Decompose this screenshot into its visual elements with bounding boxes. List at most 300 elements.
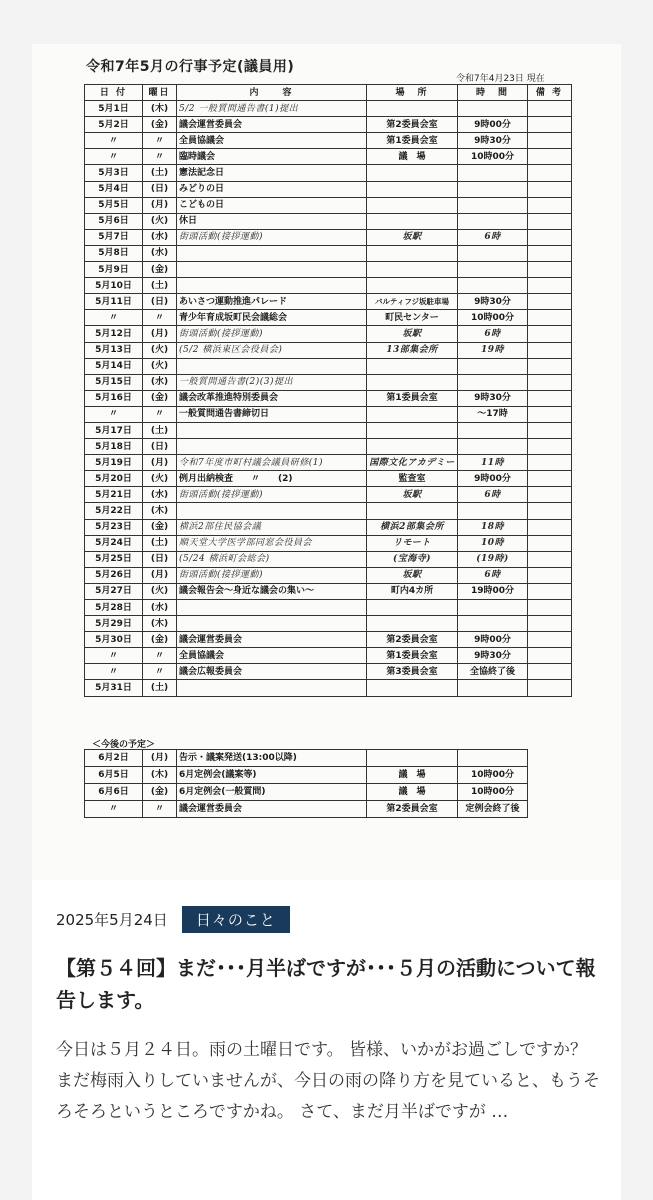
cell-content <box>177 422 367 438</box>
cell-place <box>367 278 458 294</box>
cell-time: 9時30分 <box>458 294 528 310</box>
table-row <box>85 801 528 818</box>
cell-date: 5月8日 <box>85 245 143 261</box>
cell-note <box>528 406 572 422</box>
table-row <box>85 583 572 599</box>
cell-place <box>367 245 458 261</box>
cell-place: リモート <box>367 535 458 551</box>
cell-time <box>458 245 528 261</box>
cell-note <box>528 310 572 326</box>
cell-date: 5月23日 <box>85 519 143 535</box>
cell-day: (金) <box>143 632 177 648</box>
cell-time <box>458 422 528 438</box>
cell-day: (水) <box>143 600 177 616</box>
cell-content: 全員協議会 <box>177 648 367 664</box>
cell-note <box>528 358 572 374</box>
cell-place <box>367 422 458 438</box>
table-row <box>85 471 572 487</box>
cell-date: 5月21日 <box>85 487 143 503</box>
table-row <box>85 503 572 519</box>
cell-date: 5月2日 <box>85 117 143 133</box>
cell-content: 街頭活動(接拶運動) <box>177 567 367 583</box>
cell-place: 坂駅 <box>367 326 458 342</box>
cell-note <box>528 245 572 261</box>
cell-time <box>458 750 528 767</box>
table-row <box>85 648 572 664</box>
cell-content: 街頭活動(接拶運動) <box>177 487 367 503</box>
cell-content: みどりの日 <box>177 181 367 197</box>
cell-place: 第1委員会室 <box>367 390 458 406</box>
cell-date: 5月13日 <box>85 342 143 358</box>
cell-date: 5月31日 <box>85 680 143 696</box>
cell-time <box>458 165 528 181</box>
cell-day: (水) <box>143 487 177 503</box>
cell-place: 横浜2部集会所 <box>367 519 458 535</box>
cell-time: 6時 <box>458 487 528 503</box>
post-card[interactable] <box>32 44 621 1200</box>
cell-day: (金) <box>143 262 177 278</box>
cell-date: 〃 <box>85 149 143 165</box>
cell-place <box>367 358 458 374</box>
cell-time: 9時30分 <box>458 133 528 149</box>
cell-place: (宝海寺) <box>367 551 458 567</box>
table-row <box>85 342 572 358</box>
cell-content: 一般質問通告書(2)(3)提出 <box>177 374 367 390</box>
document-as-of-date: 令和7年4月23日 現在 <box>456 74 545 84</box>
table-row <box>85 664 572 680</box>
cell-day: 〃 <box>143 310 177 326</box>
document-title: 令和7年5月の行事予定(議員用) <box>86 59 295 75</box>
cell-day: (木) <box>143 503 177 519</box>
cell-date: 5月14日 <box>85 358 143 374</box>
cell-date: 〃 <box>85 310 143 326</box>
cell-content: 議会運営委員会 <box>177 117 367 133</box>
cell-content <box>177 245 367 261</box>
table-row <box>85 487 572 503</box>
cell-time: 18時 <box>458 519 528 535</box>
cell-date: 5月17日 <box>85 422 143 438</box>
cell-time: 10時00分 <box>458 784 528 801</box>
table-row <box>85 133 572 149</box>
cell-date: 5月25日 <box>85 551 143 567</box>
cell-content: (5/24 横浜町会総会) <box>177 551 367 567</box>
post-title[interactable]: 【第５４回】まだ･･･月半ばですが･･･５月の活動について報告します。 <box>56 956 596 1012</box>
cell-place: 町内4カ所 <box>367 583 458 599</box>
cell-day: (火) <box>143 583 177 599</box>
cell-note <box>528 390 572 406</box>
cell-note <box>528 342 572 358</box>
cell-day: (火) <box>143 471 177 487</box>
cell-day: 〃 <box>143 648 177 664</box>
table-row <box>85 213 572 229</box>
cell-place: 第2委員会室 <box>367 632 458 648</box>
cell-date: 6月5日 <box>85 767 143 784</box>
cell-time: 定例会終了後 <box>458 801 528 818</box>
cell-content: 全員協議会 <box>177 133 367 149</box>
cell-place <box>367 503 458 519</box>
cell-time <box>458 278 528 294</box>
cell-time: 10時00分 <box>458 767 528 784</box>
table-row <box>85 616 572 632</box>
cell-day: (火) <box>143 213 177 229</box>
header-place: 場 所 <box>367 85 458 101</box>
cell-date: 5月18日 <box>85 439 143 455</box>
cell-content: (5/2 横浜東区会役員会) <box>177 342 367 358</box>
cell-date: 〃 <box>85 648 143 664</box>
table-row <box>85 535 572 551</box>
cell-day: (水) <box>143 374 177 390</box>
cell-note <box>528 632 572 648</box>
cell-time <box>458 213 528 229</box>
cell-date: 6月2日 <box>85 750 143 767</box>
cell-place: 第1委員会室 <box>367 133 458 149</box>
cell-date: 5月3日 <box>85 165 143 181</box>
cell-time: 全協終了後 <box>458 664 528 680</box>
cell-date: 5月22日 <box>85 503 143 519</box>
cell-day: (水) <box>143 245 177 261</box>
cell-note <box>528 101 572 117</box>
table-row <box>85 229 572 245</box>
table-row <box>85 326 572 342</box>
cell-place <box>367 680 458 696</box>
cell-place <box>367 197 458 213</box>
cell-date: 5月15日 <box>85 374 143 390</box>
cell-date: 〃 <box>85 133 143 149</box>
cell-note <box>528 422 572 438</box>
cell-note <box>528 278 572 294</box>
table-row <box>85 262 572 278</box>
cell-note <box>528 583 572 599</box>
cell-time: (19時) <box>458 551 528 567</box>
cell-time: 9時00分 <box>458 471 528 487</box>
cell-note <box>528 600 572 616</box>
table-row <box>85 632 572 648</box>
cell-place <box>367 616 458 632</box>
cell-date: 5月20日 <box>85 471 143 487</box>
cell-note <box>528 567 572 583</box>
cell-note <box>528 149 572 165</box>
cell-place: 第2委員会室 <box>367 801 458 818</box>
cell-place <box>367 406 458 422</box>
table-row <box>85 784 528 801</box>
cell-time: ～17時 <box>458 406 528 422</box>
cell-day: (金) <box>143 784 177 801</box>
cell-note <box>528 326 572 342</box>
table-row <box>85 567 572 583</box>
cell-content: 臨時議会 <box>177 149 367 165</box>
cell-date: 5月4日 <box>85 181 143 197</box>
cell-note <box>528 117 572 133</box>
schedule-header-row <box>85 85 572 101</box>
cell-place: 坂駅 <box>367 487 458 503</box>
cell-place <box>367 750 458 767</box>
cell-date: 5月19日 <box>85 455 143 471</box>
cell-content: 横浜2部住民協会議 <box>177 519 367 535</box>
cell-date: 5月12日 <box>85 326 143 342</box>
cell-day: (月) <box>143 455 177 471</box>
cell-time <box>458 503 528 519</box>
cell-place <box>367 165 458 181</box>
cell-content: 議会運営委員会 <box>177 801 367 818</box>
cell-note <box>528 664 572 680</box>
table-row <box>85 117 572 133</box>
cell-date: 5月5日 <box>85 197 143 213</box>
cell-date: 5月6日 <box>85 213 143 229</box>
table-row <box>85 278 572 294</box>
cell-place <box>367 262 458 278</box>
cell-date: 5月7日 <box>85 229 143 245</box>
post-meta <box>56 904 290 934</box>
cell-place <box>367 600 458 616</box>
cell-time <box>458 101 528 117</box>
cell-day: (木) <box>143 101 177 117</box>
cell-date: 5月16日 <box>85 390 143 406</box>
cell-content <box>177 503 367 519</box>
cell-date: 5月30日 <box>85 632 143 648</box>
table-row <box>85 245 572 261</box>
cell-place: 監査室 <box>367 471 458 487</box>
cell-date: 〃 <box>85 406 143 422</box>
cell-time: 10時00分 <box>458 149 528 165</box>
cell-day: (日) <box>143 181 177 197</box>
table-row <box>85 551 572 567</box>
cell-place: 第3委員会室 <box>367 664 458 680</box>
cell-content: 順天堂大学医学部同窓会役員会 <box>177 535 367 551</box>
cell-content: 告示・議案発送(13:00以降) <box>177 750 367 767</box>
table-row <box>85 455 572 471</box>
post-excerpt: 今日は５月２４日。雨の土曜日です。 皆様、いかがお過ごしですか？まだ梅雨入りしていませんが、今日の雨の降り方を見ていると、もうそろそろというところですかね。 さて、まだ月半ばですが … <box>56 1040 600 1122</box>
cell-date: 5月26日 <box>85 567 143 583</box>
cell-time: 9時30分 <box>458 390 528 406</box>
cell-time: 11時 <box>458 455 528 471</box>
cell-place: 町民センター <box>367 310 458 326</box>
cell-place: 国際文化アカデミー <box>367 455 458 471</box>
table-row <box>85 358 572 374</box>
cell-day: 〃 <box>143 664 177 680</box>
cell-day: (月) <box>143 567 177 583</box>
cell-place: 13部集会所 <box>367 342 458 358</box>
cell-day: (金) <box>143 117 177 133</box>
cell-content: あいさつ運動推進パレード <box>177 294 367 310</box>
table-row <box>85 390 572 406</box>
cell-time <box>458 197 528 213</box>
cell-content: 令和7年度市町村議会議員研修(1) <box>177 455 367 471</box>
cell-time: 6時 <box>458 567 528 583</box>
cell-note <box>528 294 572 310</box>
cell-note <box>528 165 572 181</box>
table-row <box>85 165 572 181</box>
cell-day: (月) <box>143 750 177 767</box>
cell-day: 〃 <box>143 406 177 422</box>
cell-note <box>528 439 572 455</box>
cell-date: 5月24日 <box>85 535 143 551</box>
cell-content: 議会改革推進特別委員会 <box>177 390 367 406</box>
cell-time <box>458 680 528 696</box>
cell-time: 6時 <box>458 326 528 342</box>
cell-note <box>528 262 572 278</box>
cell-day: (土) <box>143 165 177 181</box>
cell-date: 〃 <box>85 801 143 818</box>
table-row <box>85 294 572 310</box>
header-time: 時 間 <box>458 85 528 101</box>
cell-day: (金) <box>143 390 177 406</box>
cell-date: 5月29日 <box>85 616 143 632</box>
cell-time: 10時00分 <box>458 310 528 326</box>
cell-day: (月) <box>143 326 177 342</box>
table-row <box>85 439 572 455</box>
cell-place: 坂駅 <box>367 229 458 245</box>
cell-place <box>367 181 458 197</box>
cell-day: (土) <box>143 422 177 438</box>
table-row <box>85 767 528 784</box>
cell-content <box>177 680 367 696</box>
table-row <box>85 422 572 438</box>
cell-time <box>458 374 528 390</box>
cell-content <box>177 600 367 616</box>
cell-day: (月) <box>143 197 177 213</box>
cell-content <box>177 616 367 632</box>
cell-note <box>528 455 572 471</box>
cell-date: 5月27日 <box>85 583 143 599</box>
cell-note <box>528 503 572 519</box>
cell-content <box>177 439 367 455</box>
cell-note <box>528 551 572 567</box>
cell-content: 一般質問通告書締切日 <box>177 406 367 422</box>
cell-place: 坂駅 <box>367 567 458 583</box>
schedule-document-image[interactable] <box>32 44 621 880</box>
cell-content: 6月定例会(一般質問) <box>177 784 367 801</box>
table-row <box>85 310 572 326</box>
cell-content: 街頭活動(接拶運動) <box>177 229 367 245</box>
cell-note <box>528 519 572 535</box>
table-row <box>85 149 572 165</box>
cell-note <box>528 229 572 245</box>
cell-time: 6時 <box>458 229 528 245</box>
cell-day: (日) <box>143 294 177 310</box>
cell-time <box>458 616 528 632</box>
cell-content: 5/2 一般質問通告書(1)提出 <box>177 101 367 117</box>
cell-place: 議 場 <box>367 149 458 165</box>
cell-content: 青少年育成坂町民会議総会 <box>177 310 367 326</box>
cell-time <box>458 600 528 616</box>
cell-content: 議会広報委員会 <box>177 664 367 680</box>
cell-place <box>367 101 458 117</box>
cell-note <box>528 648 572 664</box>
future-schedule-label: ＜今後の予定＞ <box>92 740 156 750</box>
cell-place: バルティフジ坂駐車場 <box>367 294 458 310</box>
header-date: 日 付 <box>85 85 143 101</box>
cell-content <box>177 358 367 374</box>
cell-content: 例月出納検査 〃 (2) <box>177 471 367 487</box>
table-row <box>85 750 528 767</box>
table-row <box>85 181 572 197</box>
cell-day: (水) <box>143 229 177 245</box>
cell-time <box>458 262 528 278</box>
cell-time: 19時00分 <box>458 583 528 599</box>
cell-date: 5月9日 <box>85 262 143 278</box>
cell-time <box>458 358 528 374</box>
header-note: 備 考 <box>528 85 572 101</box>
cell-day: (土) <box>143 278 177 294</box>
cell-day: (日) <box>143 439 177 455</box>
cell-day: (火) <box>143 342 177 358</box>
cell-date: 6月6日 <box>85 784 143 801</box>
cell-content <box>177 278 367 294</box>
cell-date: 5月28日 <box>85 600 143 616</box>
cell-note <box>528 213 572 229</box>
cell-date: 5月1日 <box>85 101 143 117</box>
cell-day: (土) <box>143 680 177 696</box>
cell-content: 議会報告会～身近な議会の集い～ <box>177 583 367 599</box>
header-content: 内 容 <box>177 85 367 101</box>
cell-day: (木) <box>143 616 177 632</box>
header-day: 曜日 <box>143 85 177 101</box>
cell-content <box>177 262 367 278</box>
cell-place: 第1委員会室 <box>367 648 458 664</box>
cell-time: 10時 <box>458 535 528 551</box>
cell-time: 9時00分 <box>458 117 528 133</box>
category-badge[interactable]: 日々のこと <box>182 906 290 933</box>
cell-place: 第2委員会室 <box>367 117 458 133</box>
cell-time: 9時30分 <box>458 648 528 664</box>
cell-day: (金) <box>143 519 177 535</box>
cell-note <box>528 133 572 149</box>
cell-time <box>458 439 528 455</box>
cell-day: (土) <box>143 535 177 551</box>
cell-day: 〃 <box>143 133 177 149</box>
cell-note <box>528 197 572 213</box>
table-row <box>85 197 572 213</box>
cell-content: 休日 <box>177 213 367 229</box>
future-schedule-table <box>84 749 528 818</box>
cell-note <box>528 680 572 696</box>
table-row <box>85 519 572 535</box>
cell-note <box>528 374 572 390</box>
cell-place: 議 場 <box>367 784 458 801</box>
cell-content: こどもの日 <box>177 197 367 213</box>
cell-date: 〃 <box>85 664 143 680</box>
cell-place: 議 場 <box>367 767 458 784</box>
cell-content: 6月定例会(議案等) <box>177 767 367 784</box>
cell-note <box>528 487 572 503</box>
cell-content: 議会運営委員会 <box>177 632 367 648</box>
cell-date: 5月11日 <box>85 294 143 310</box>
table-row <box>85 101 572 117</box>
cell-day: (日) <box>143 551 177 567</box>
cell-place <box>367 439 458 455</box>
cell-note <box>528 535 572 551</box>
cell-content: 街頭活動(接拶運動) <box>177 326 367 342</box>
cell-time: 9時00分 <box>458 632 528 648</box>
cell-time <box>458 181 528 197</box>
cell-day: (木) <box>143 767 177 784</box>
cell-content: 憲法記念日 <box>177 165 367 181</box>
cell-note <box>528 181 572 197</box>
cell-day: (火) <box>143 358 177 374</box>
cell-place <box>367 374 458 390</box>
cell-day: 〃 <box>143 801 177 818</box>
cell-place <box>367 213 458 229</box>
schedule-table <box>84 84 572 697</box>
table-row <box>85 406 572 422</box>
table-row <box>85 600 572 616</box>
cell-note <box>528 616 572 632</box>
table-row <box>85 680 572 696</box>
cell-note <box>528 471 572 487</box>
table-row <box>85 374 572 390</box>
cell-day: 〃 <box>143 149 177 165</box>
post-date: 2025年5月24日 <box>56 910 168 929</box>
